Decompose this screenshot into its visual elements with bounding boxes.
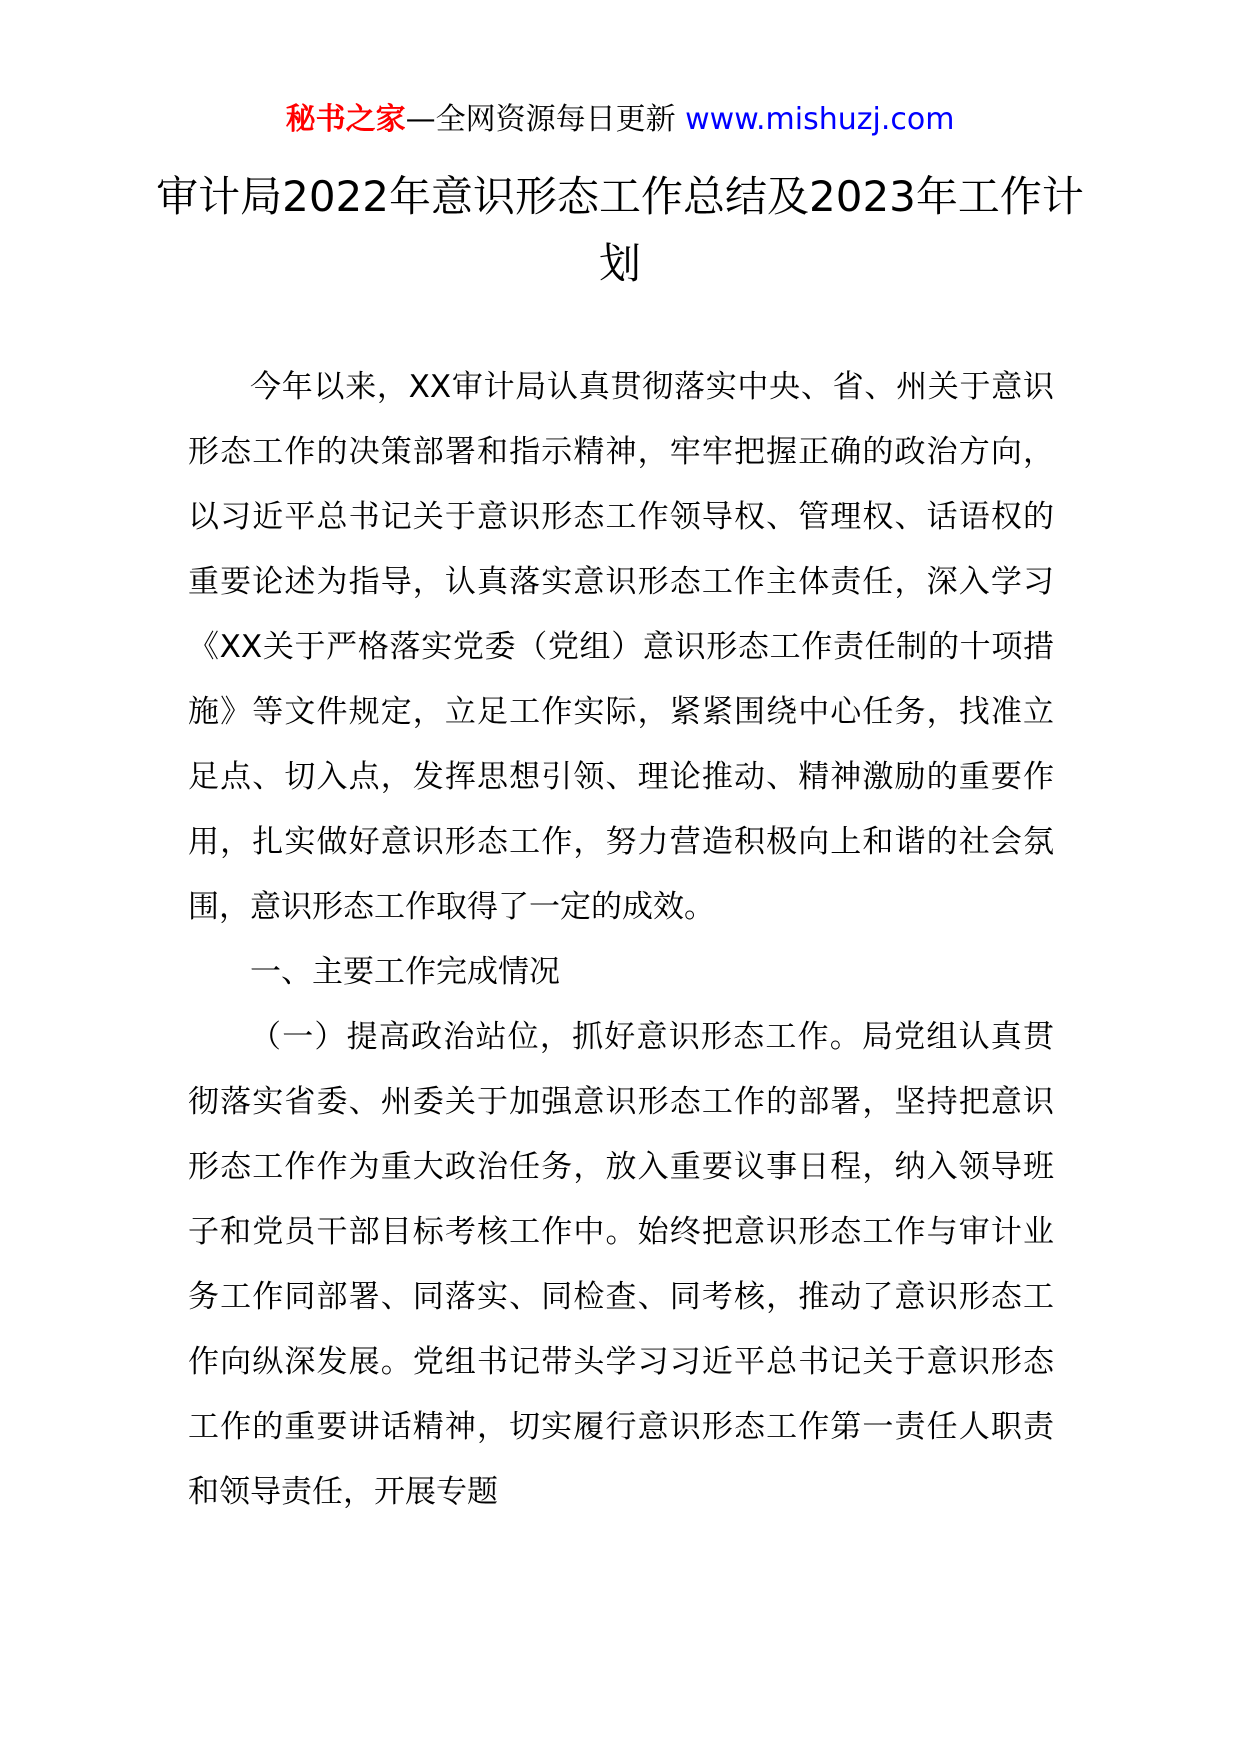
site-brand: 秘书之家 — [285, 102, 406, 137]
subsection-paragraph: （一）提高政治站位，抓好意识形态工作。局党组认真贯彻落实省委、州委关于加强意识形态工作的部署，坚持把意识形态工作作为重大政治任务，放入重要议事日程，纳入领导班子和党员干部目标考核工作中。始终把意识形态工作与审计业务工作同部署、同落实、同检查、同考核，推动了意识形态工作向纵深发展。党组书记带头学习习近平总书记关于意识形态工作的重要讲话精神，切实履行意识形态工作第一责任人职责和领导责任，开展专题 — [188, 1019, 1054, 1510]
document-title: 审计局2022年意识形态工作总结及2023年工作计划 — [156, 172, 1084, 288]
site-tagline: —全网资源每日更新 — [405, 102, 676, 137]
document-body — [188, 355, 1054, 1525]
section-heading: 一、主要工作完成情况 — [250, 954, 560, 990]
site-header — [0, 100, 1240, 140]
intro-paragraph: 今年以来，XX审计局认真贯彻落实中央、省、州关于意识形态工作的决策部署和指示精神，牢牢把握正确的政治方向，以习近平总书记关于意识形态工作领导权、管理权、话语权的重要论述为指导，认真落实意识形态工作主体责任，深入学习《XX关于严格落实党委（党组）意识形态工作责任制的十项措施》等文件规定，立足工作实际，紧紧围绕中心任务，找准立足点、切入点，发挥思想引领、理论推动、精神激励的重要作用，扎实做好意识形态工作，努力营造积极向上和谐的社会氛围，意识形态工作取得了一定的成效。 — [188, 369, 1054, 925]
site-url-link[interactable]: www.mishuzj.com — [685, 102, 955, 137]
